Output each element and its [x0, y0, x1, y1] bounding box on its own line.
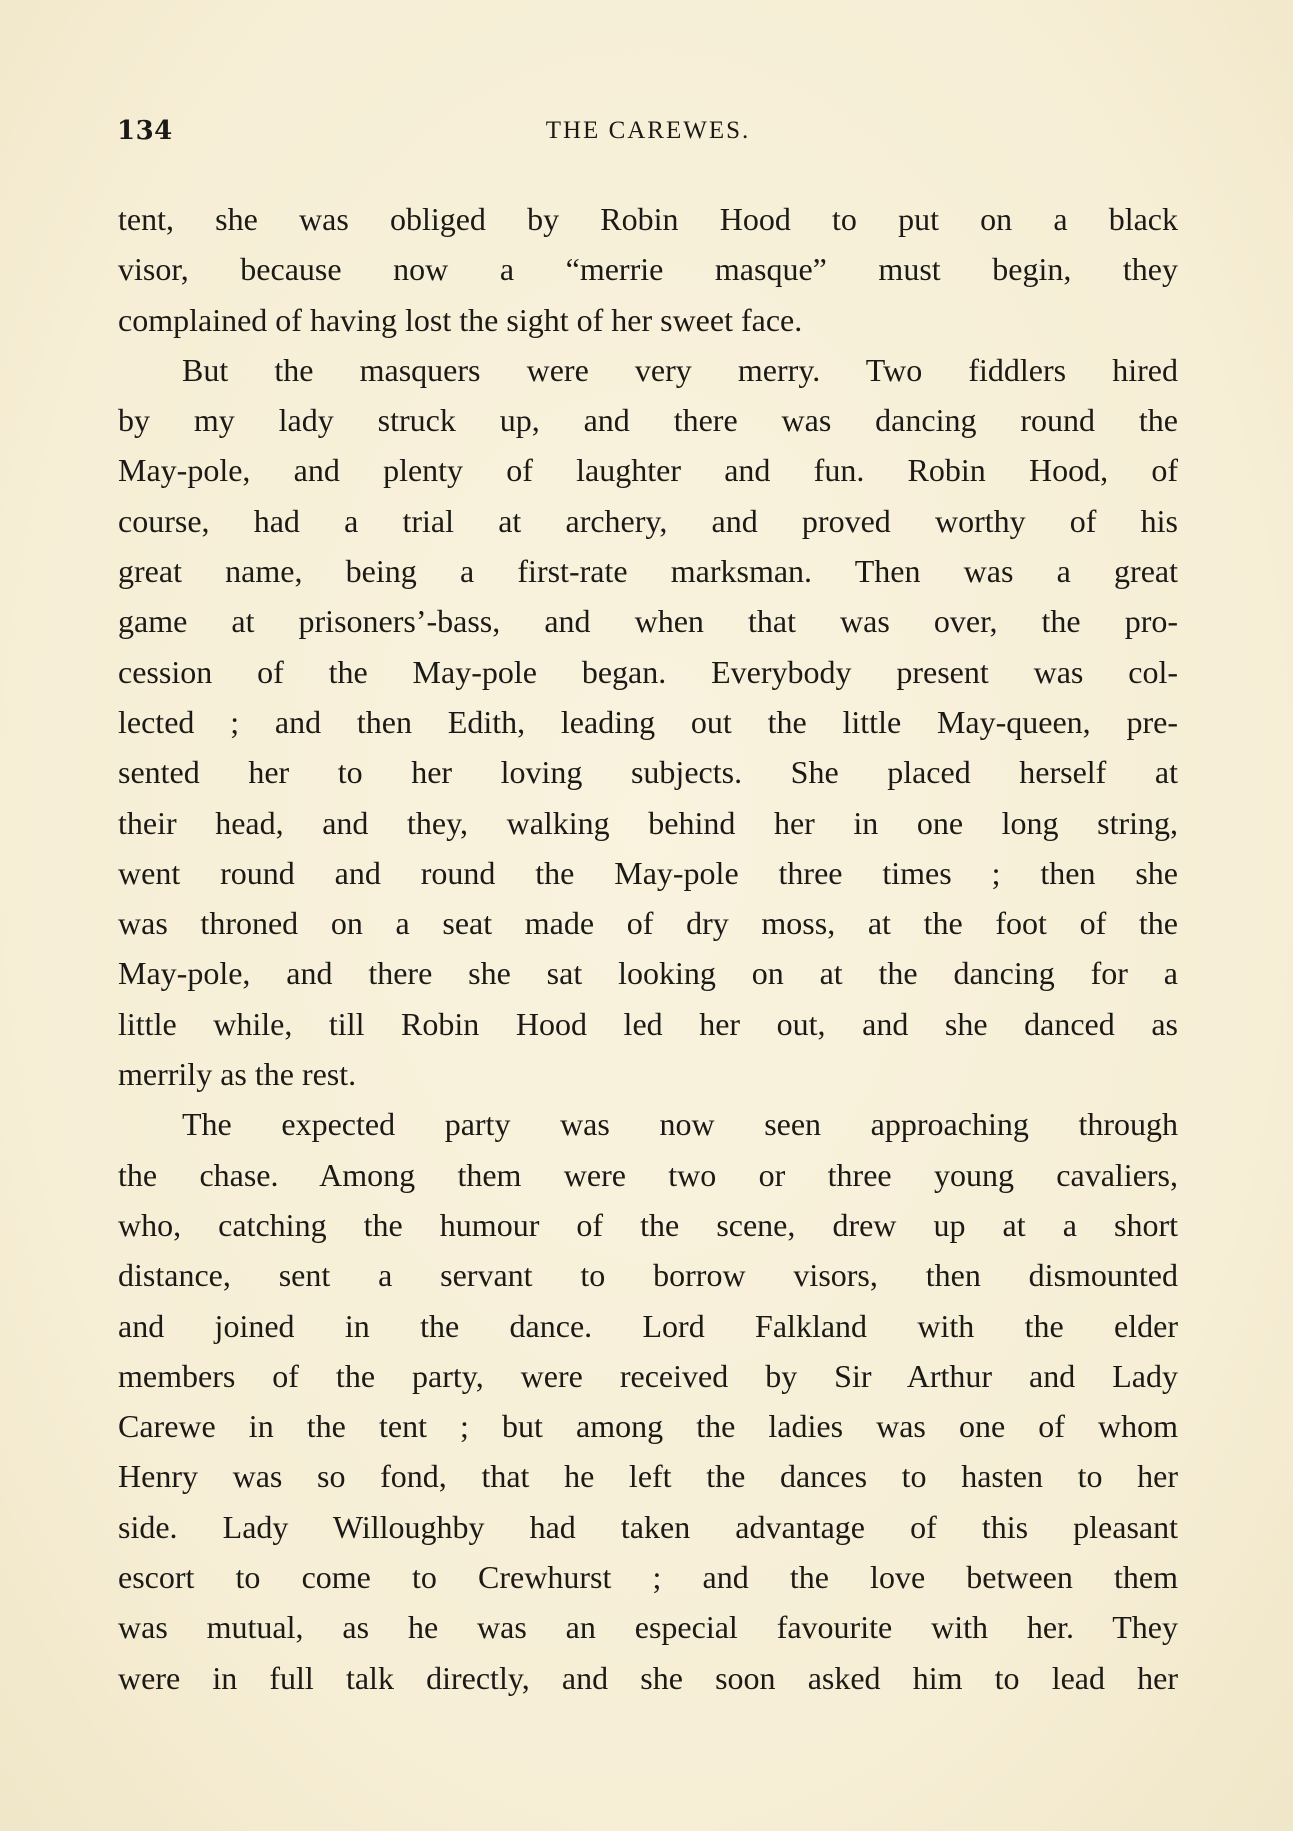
text-line: visor, because now a “merrie masque” must begin, they [118, 251, 1178, 288]
text-line: Henry was so fond, that he left the dances to hasten to her [118, 1458, 1178, 1495]
text-line: side. Lady Willoughby had taken advantage of this pleasant [118, 1508, 1178, 1545]
text-line: members of the party, were received by Sir Arthur and Lady [118, 1357, 1178, 1394]
text-line: tent, she was obliged by Robin Hood to put on a black [118, 201, 1178, 237]
text-line: the chase. Among them were two or three young cavaliers, [118, 1156, 1178, 1193]
text-line: lected ; and then Edith, leading out the little May-queen, pre- [118, 703, 1178, 740]
text-line: cession of the May-pole began. Everybody present was col- [118, 653, 1178, 690]
body-text [118, 194, 1178, 1703]
text-line: was throned on a seat made of dry moss, at the foot of the [118, 905, 1178, 942]
text-line: May-pole, and plenty of laughter and fun. Robin Hood, of [118, 452, 1178, 489]
text-line: were in full talk directly, and she soon asked him to lead her [118, 1659, 1178, 1696]
paragraph-start-line: But the masquers were very merry. Two fiddlers hired [182, 351, 1178, 388]
text-line: great name, being a first-rate marksman. Then was a great [118, 553, 1178, 590]
text-line: little while, till Robin Hood led her out, and she danced as [118, 1005, 1178, 1042]
text-line: merrily as the rest. [118, 1056, 357, 1093]
text-line: by my lady struck up, and there was dancing round the [118, 402, 1178, 439]
text-line: distance, sent a servant to borrow visors, then dismounted [118, 1257, 1178, 1294]
text-line: game at prisoners’-bass, and when that was over, the pro- [118, 603, 1178, 640]
text-line: course, had a trial at archery, and proved worthy of his [118, 502, 1178, 539]
page-header [117, 113, 1179, 149]
running-title: THE CAREWES. [545, 117, 751, 144]
paragraph-start-line: The expected party was now seen approaching through [182, 1106, 1178, 1143]
text-line: complained of having lost the sight of her sweet face. [118, 301, 803, 338]
text-line: and joined in the dance. Lord Falkland with the elder [118, 1307, 1178, 1344]
text-line: their head, and they, walking behind her in one long string, [118, 804, 1178, 841]
text-line: escort to come to Crewhurst ; and the love between them [118, 1559, 1178, 1596]
text-line: went round and round the May-pole three times ; then she [118, 854, 1178, 891]
text-line: who, catching the humour of the scene, drew up at a short [118, 1206, 1178, 1243]
text-line: Carewe in the tent ; but among the ladies was one of whom [118, 1408, 1178, 1445]
page-number: 134 [117, 116, 173, 146]
text-line: was mutual, as he was an especial favourite with her. They [118, 1609, 1178, 1646]
text-line: sented her to her loving subjects. She placed herself at [118, 754, 1178, 791]
text-line: May-pole, and there she sat looking on at the dancing for a [118, 955, 1178, 992]
